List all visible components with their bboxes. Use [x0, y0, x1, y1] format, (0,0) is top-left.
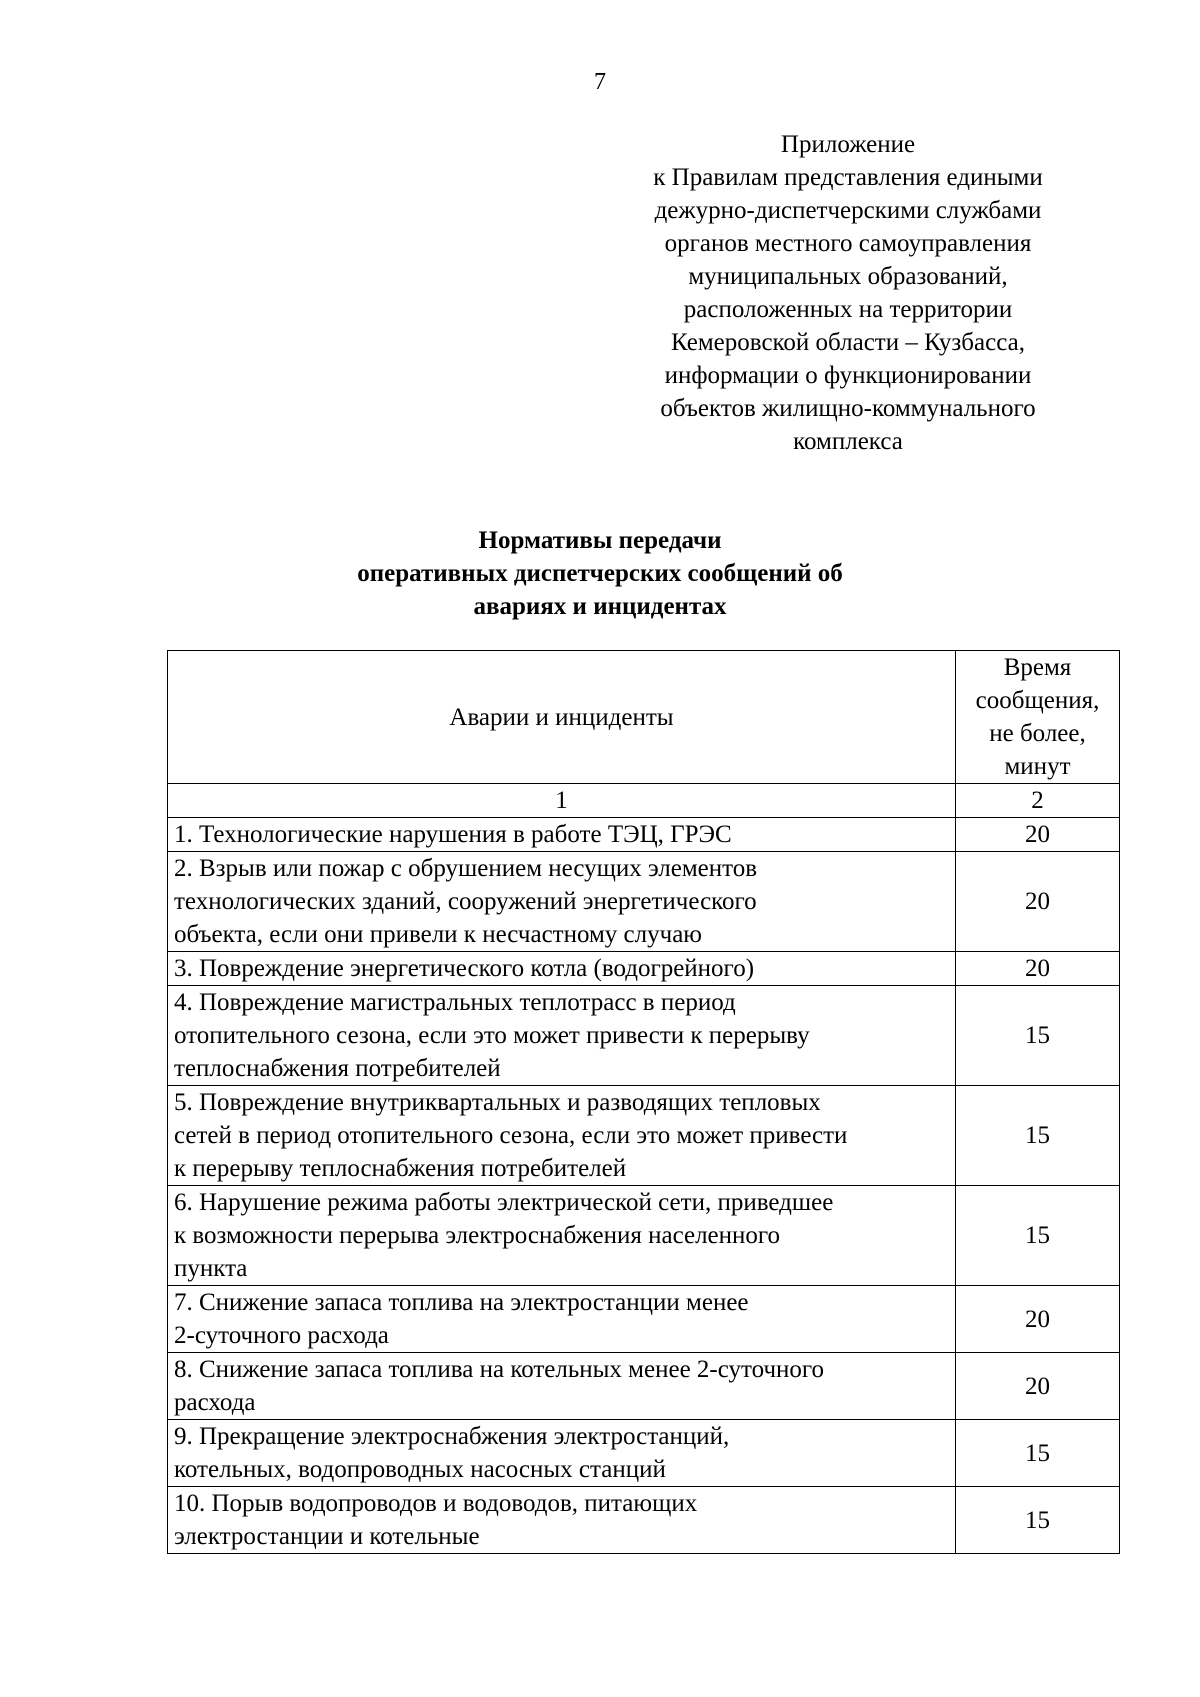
incident-description-line: к возможности перерыва электроснабжения населенного — [174, 1222, 781, 1249]
incident-description-line: пункта — [174, 1255, 248, 1282]
incident-description-line: 1. Технологические нарушения в работе ТЭЦ, ГРЭС — [174, 821, 732, 848]
appendix-line: комплекса — [793, 428, 903, 455]
incident-description-line: 2-суточного расхода — [174, 1322, 389, 1349]
appendix-line: информации о функционировании — [664, 362, 1032, 389]
header-minutes-line: Время — [1003, 654, 1072, 681]
incident-description-line: 7. Снижение запаса топлива на электростанции менее — [174, 1289, 749, 1316]
header-minutes-line: не более, — [989, 720, 1086, 747]
report-time-minutes: 15 — [956, 1487, 1120, 1554]
incident-description — [168, 986, 956, 1086]
table-row — [168, 1420, 1120, 1487]
report-time-minutes: 15 — [956, 1186, 1120, 1286]
header-incidents: Аварии и инциденты — [168, 651, 956, 784]
header-minutes-line: сообщения, — [975, 687, 1100, 714]
incident-description-line: котельных, водопроводных насосных станций — [174, 1456, 666, 1483]
incident-description — [168, 1286, 956, 1353]
report-time-minutes: 15 — [956, 1420, 1120, 1487]
appendix-line: к Правилам представления едиными — [653, 164, 1043, 191]
incident-description-line: 3. Повреждение энергетического котла (водогрейного) — [174, 955, 755, 982]
report-time-minutes: 15 — [956, 1086, 1120, 1186]
table-row — [168, 852, 1120, 952]
header-minutes-line: минут — [1004, 753, 1071, 780]
report-time-minutes: 20 — [956, 852, 1120, 952]
appendix-line: муниципальных образований, — [688, 263, 1008, 290]
title-line: авариях и инцидентах — [473, 593, 727, 620]
incident-description-line: технологических зданий, сооружений энергетического — [174, 888, 757, 915]
incident-description-line: 8. Снижение запаса топлива на котельных менее 2-суточного — [174, 1356, 825, 1383]
appendix-heading — [598, 128, 1098, 458]
incident-description-line: расхода — [174, 1389, 256, 1416]
header-minutes — [956, 651, 1120, 784]
appendix-line: расположенных на территории — [683, 296, 1013, 323]
report-time-minutes: 20 — [956, 1286, 1120, 1353]
table-row — [168, 1086, 1120, 1186]
table-row — [168, 1286, 1120, 1353]
document-title — [0, 524, 1200, 623]
incident-description-line: 9. Прекращение электроснабжения электростанций, — [174, 1423, 730, 1450]
incident-description-line: 10. Порыв водопроводов и водоводов, питающих — [174, 1490, 698, 1517]
incident-description — [168, 1420, 956, 1487]
incident-description-line: сетей в период отопительного сезона, если это может привести — [174, 1122, 848, 1149]
appendix-line: объектов жилищно-коммунального — [660, 395, 1036, 422]
table-row — [168, 1353, 1120, 1420]
table-row — [168, 1186, 1120, 1286]
table-body — [168, 784, 1120, 1554]
incident-description — [168, 852, 956, 952]
incident-description — [168, 1487, 956, 1554]
title-line: оперативных диспетчерских сообщений об — [357, 560, 843, 587]
table-row — [168, 952, 1120, 986]
incident-description-line: к перерыву теплоснабжения потребителей — [174, 1155, 627, 1182]
incident-description-line: теплоснабжения потребителей — [174, 1055, 501, 1082]
incident-description — [168, 952, 956, 986]
column-number-2: 2 — [956, 784, 1120, 818]
appendix-line: дежурно-диспетчерскими службами — [654, 197, 1042, 224]
norms-table — [167, 650, 1120, 1554]
incident-description-line: 5. Повреждение внутриквартальных и разводящих тепловых — [174, 1089, 821, 1116]
table-row — [168, 986, 1120, 1086]
incident-description-line: 2. Взрыв или пожар с обрушением несущих элементов — [174, 855, 758, 882]
incident-description — [168, 818, 956, 852]
column-number-row — [168, 784, 1120, 818]
incident-description — [168, 1086, 956, 1186]
appendix-line: органов местного самоуправления — [664, 230, 1032, 257]
page-number: 7 — [594, 69, 606, 95]
incident-description — [168, 1353, 956, 1420]
column-number-1: 1 — [168, 784, 956, 818]
report-time-minutes: 20 — [956, 952, 1120, 986]
report-time-minutes: 20 — [956, 818, 1120, 852]
incident-description-line: электростанции и котельные — [174, 1523, 480, 1550]
report-time-minutes: 20 — [956, 1353, 1120, 1420]
table-row — [168, 1487, 1120, 1554]
incident-description — [168, 1186, 956, 1286]
incident-description-line: отопительного сезона, если это может привести к перерыву — [174, 1022, 810, 1049]
appendix-line: Приложение — [780, 131, 916, 158]
incident-description-line: 4. Повреждение магистральных теплотрасс в период — [174, 989, 736, 1016]
incident-description-line: 6. Нарушение режима работы электрической сети, приведшее — [174, 1189, 834, 1216]
title-line: Нормативы передачи — [478, 527, 722, 554]
appendix-line: Кемеровской области – Кузбасса, — [671, 329, 1025, 356]
report-time-minutes: 15 — [956, 986, 1120, 1086]
incident-description-line: объекта, если они привели к несчастному случаю — [174, 921, 702, 948]
table-header-row — [168, 651, 1120, 784]
table-row — [168, 818, 1120, 852]
